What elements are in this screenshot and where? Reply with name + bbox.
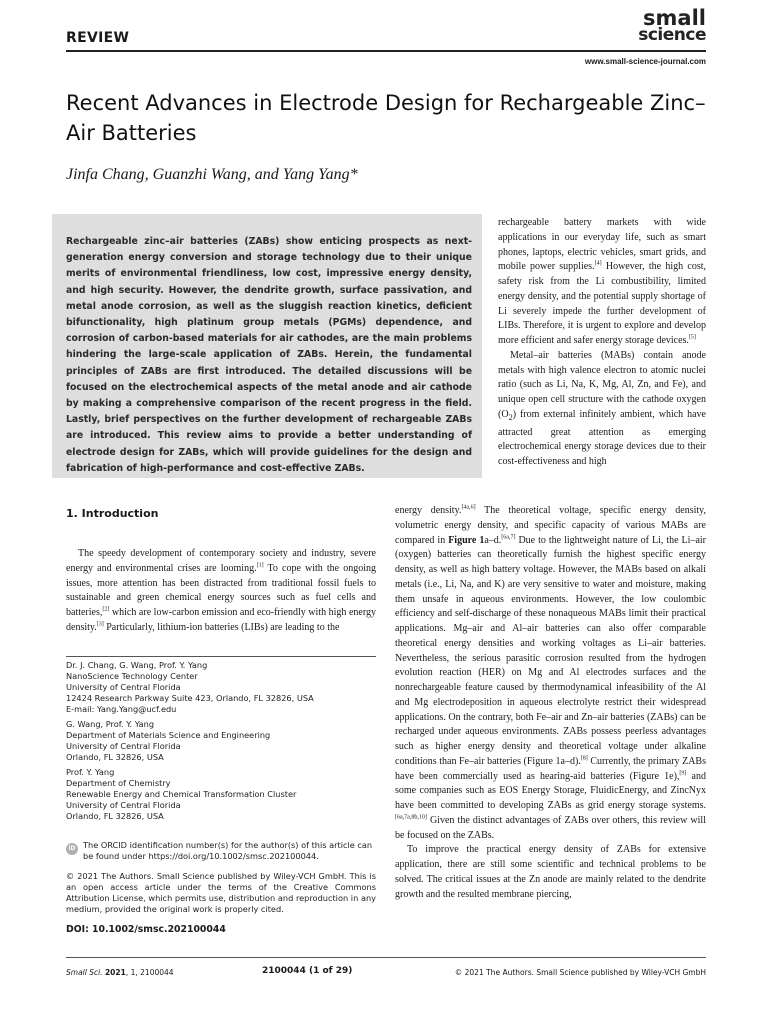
citation-link[interactable]: [4a,6] [461,504,476,511]
doi-link[interactable]: DOI: 10.1002/smsc.202100044 [66,924,226,935]
footer-rule [66,957,706,958]
license-text: © 2021 The Authors. Small Science published by Wiley-VCH GmbH. This is an open access article under the terms of the Creative Commons Attribution License, which permits use, distribution and reproduction in any medium, provided the original work is properly cited. [66,871,376,914]
abstract-text: Rechargeable zinc–air batteries (ZABs) show enticing prospects as next-generation energy conversion and storage technology due to their unique merits of environmental friendliness, low cost, impressive energy density, and high security. However, the dendrite growth, surface passivation, and metal anode corrosion, as well as the sluggish reaction kinetics, deficient bifunctionality, high platinum group metals (PGMs) dependence, and corrosion of carbon-based materials for air cathodes, are the main problems hindering the large-scale application of ZABs. Herein, the fundamental principles of ZABs are first introduced. The detailed discussions will be focused on the electrochemical aspects of the metal anode and air cathode by making a comprehensive comparison of the recent progress in the field. Lastly, brief perspectives on the further development of rechargeable ZABs are introduced. This review aims to provide a better understanding of electrode design for ZABs, which will provide guidelines for the design and fabrication of high-performance and cost-effective ZABs. [66,236,472,474]
orcid-text: The ORCID identification number(s) for the author(s) of this article can be found under https://doi.org/10.1002/smsc.202100044. [83,840,373,861]
email-link[interactable]: E-mail: Yang.Yang@ucf.edu [66,704,177,714]
footer-page-number: 2100044 (1 of 29) [262,966,353,976]
orcid-note [66,840,376,862]
journal-url-link[interactable]: www.small-science-journal.com [584,57,706,66]
section-label: REVIEW [66,30,130,46]
paragraph: energy density.[4a,6] The theoretical voltage, specific energy density, volumetric energy density, and specific capacity of various MABs are compared in Figure 1a–d.[6a,7] Due to the lightweight nature of Li, the Li–air (oxygen) batteries can theoretically furnish the highest specific energy density, as well as high battery voltage. However, the MABs based on alkali metals (i.e., Li, Na, and K) are very sensitive to water and moisture, making them unsafe in aqueous environments. However, the low coulombic efficiency and self-discharge of these nonaqueous MABs limit their practical applications. Mg–air and Al–air batteries can also offer comparable theoretical energy densities and working voltages as Li–air batteries. Nevertheless, the serious parasitic corrosion resulted from the hydrogen evolution reaction (HER) on Mg and Al electrodes surfaces and the nonrechargeable feature caused by thermodynamical infeasibility of the Al and Mg electrodeposition in aqueous electrolyte restrict their widespread applications. On the contrary, both Fe–air and Zn–air batteries (ZABs) can be recharged under aqueous environments. ZABs possess peerless advantages such as higher energy density and theoretical voltage under alkaline conditions than Fe–air batteries (Figure 1a–d).[8] Currently, the primary ZABs have been commercially used as hearing-aid batteries (Figure 1e),[9] and some companies such as EOS Energy Storage, FluidicEnergy, and ZincNyx have been committed to developing ZABs as grid energy storage systems.[6a,7a,8b,10] Given the distinct advantages of ZABs over others, this review will be focused on the ZABs. [395,504,706,841]
citation-link[interactable]: [2] [102,606,110,613]
affiliation-rule [66,656,376,657]
paragraph: Metal–air batteries (MABs) contain anode metals with high valence electron to atomic nuclei ratio (such as Li, Na, K, Mg, Al, Zn, and Fe), and unique open cell structure with the cathode oxygen $(O_2)$ from external infinitely ambient, which have attracted great attention as emerging electrochemical energy storage devices due to their cost-effectiveness and high [498,349,706,467]
article-authors: Jinfa Chang, Guanzhi Wang, and Yang Yang* [66,166,358,183]
footer-copyright: © 2021 The Authors. Small Science published by Wiley-VCH GmbH [454,968,706,977]
right-column-main [395,504,706,902]
citation-link[interactable]: [1] [256,562,264,569]
journal-logo[interactable] [638,6,706,45]
introduction-text [66,537,376,646]
affiliation-block: Prof. Y. Yang Department of Chemistry Renewable Energy and Chemical Transformation Cluster University of Central Florida Orlando, FL 32826, USA [66,767,297,821]
figure-link[interactable]: Figure 1 [448,534,485,546]
footer-journal-citation: Small Sci. 2021, 1, 2100044 [66,968,174,977]
affiliation-block: Dr. J. Chang, G. Wang, Prof. Y. Yang NanoScience Technology Center University of Central Florida 12424 Research Parkway Suite 423, Orlando, FL 32826, USA E-mail: Yang.Yang@ucf.edu [66,660,376,715]
citation-link[interactable]: [4] [594,260,602,267]
paragraph: The speedy development of contemporary society and industry, severe energy and environmental crises are looming.[1] To cope with the ongoing issues, more attention has been distracted from traditional fossil fuels to sustainable and green chemical energy sources such as fuel cells and batteries,[2] which are low-carbon emission and eco-friendly with high energy density.[3] Particularly, lithium-ion batteries (LIBs) are leading to the [66,548,376,633]
paragraph: rechargeable battery markets with wide applications in our everyday life, such as smart phones, laptops, electric vehicles, smart grids, and mobile power supplies.[4] However, the high cost, safety risk from the Li combustibility, limited energy density, and the potential supply shortage of Li severely impede the further development of LIBs. Therefore, it is urgent to explore and develop more efficient and safer energy storage devices.[5] [498,217,706,346]
citation-link[interactable]: [5] [688,334,696,341]
logo-line-2: science [638,24,706,45]
citation-link[interactable]: [9] [679,770,687,777]
logo-line-1: small [643,6,706,30]
orcid-icon[interactable]: iD [66,843,78,855]
citation-link[interactable]: [8] [580,755,588,762]
affiliations [66,660,376,826]
section-heading-introduction: 1. Introduction [66,507,159,520]
article-title: Recent Advances in Electrode Design for Rechargeable Zinc–Air Batteries [66,91,706,145]
paragraph: To improve the practical energy density of ZABs for extensive application, there are still some scientific and technical problems to be solved. The critical issues at the Zn anode are mainly related to the dendrite growth and the resulted membrane piercing, [395,844,706,900]
affiliation-block: G. Wang, Prof. Y. Yang Department of Materials Science and Engineering University of Central Florida Orlando, FL 32826, USA [66,719,271,762]
right-column-top [498,216,706,470]
citation-link[interactable]: [3] [96,621,104,628]
citation-link[interactable]: [6a,7a,8b,10] [395,814,427,821]
header-rule [66,50,706,52]
citation-link[interactable]: [6a,7] [501,534,516,541]
abstract-box [52,214,482,478]
